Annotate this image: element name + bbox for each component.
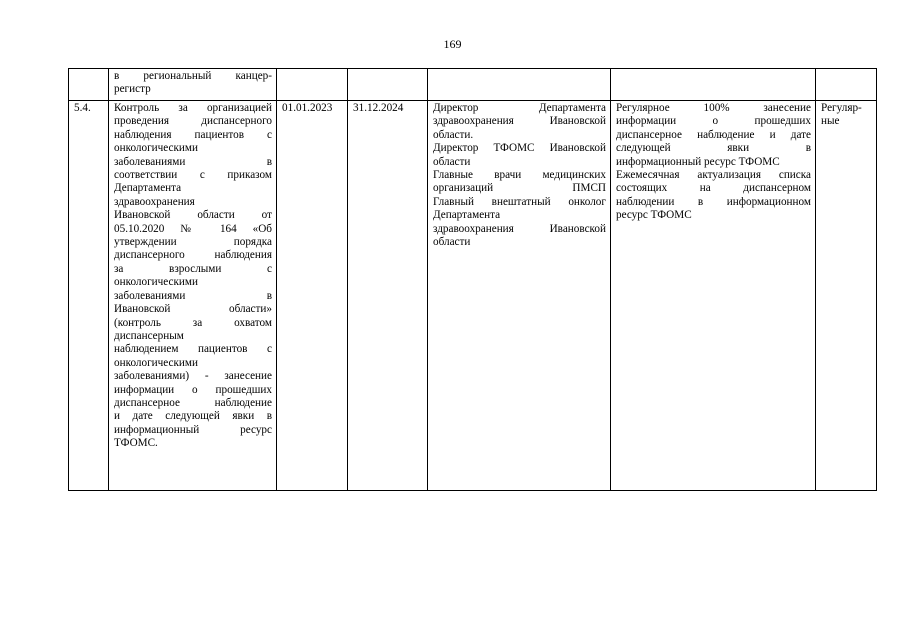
text-line: онкологическими	[114, 356, 198, 369]
text-line: проведения диспансерного	[114, 115, 272, 128]
text-line: заболеваниями в	[114, 289, 272, 302]
text-line: 05.10.2020 № 164 «Об	[114, 222, 272, 235]
text-line: в региональный канцер-	[114, 70, 272, 82]
text-line: ресурс ТФОМС	[616, 209, 692, 222]
text-line: онкологическими	[114, 276, 198, 289]
cell-action	[109, 69, 277, 101]
text-line: ТФОМС.	[114, 437, 158, 450]
text-line: диспансерным	[114, 329, 184, 342]
text-line: заболеваниями) - занесение	[114, 370, 272, 383]
text-line: области	[433, 155, 471, 168]
cell-end-date: 31.12.2024	[348, 101, 428, 491]
text-line: информационный ресурс	[114, 423, 272, 436]
text-line: Регуляр-	[821, 102, 862, 114]
text-line: области.	[433, 128, 474, 141]
text-line: информации о прошедших	[616, 115, 811, 128]
text-line: Директор Департамента	[433, 102, 606, 114]
cell-frequency	[816, 69, 877, 101]
text-line: за взрослыми с	[114, 262, 272, 275]
text-line: Департамента	[433, 209, 501, 222]
text-line: регистр	[114, 83, 151, 96]
cell-frequency	[816, 101, 877, 491]
text-line: диспансерного наблюдения	[114, 249, 272, 262]
text-line: наблюдением пациентов с	[114, 343, 272, 356]
text-line: Главный внештатный онколог	[433, 195, 606, 208]
text-line: Ежемесячная актуализация списка	[616, 169, 811, 182]
text-line: диспансерное наблюдение и дате	[616, 128, 811, 141]
text-line: Главные врачи медицинских	[433, 169, 606, 182]
text-line: диспансерное наблюдение	[114, 396, 272, 409]
cell-responsible	[428, 69, 611, 101]
text-line: здравоохранения	[114, 195, 195, 208]
text-line: соответствии с приказом	[114, 169, 272, 182]
text-line: организаций ПМСП	[433, 182, 606, 195]
text-line: онкологическими	[114, 142, 198, 155]
text-line: Директор ТФОМС Ивановской	[433, 142, 606, 155]
text-line: здравоохранения Ивановской	[433, 222, 606, 235]
text-line: Ивановской области»	[114, 303, 272, 316]
cell-action	[109, 101, 277, 491]
text-line: наблюдении в информационном	[616, 195, 811, 208]
text-line: Контроль за организацией	[114, 102, 272, 114]
text-line: области	[433, 236, 471, 249]
text-line: ные	[821, 115, 840, 128]
text-line: Ивановской области от	[114, 209, 272, 222]
text-line: информации о прошедших	[114, 383, 272, 396]
cell-number: 5.4.	[69, 101, 109, 491]
text-line: следующей явки в	[616, 142, 811, 155]
cell-result	[611, 101, 816, 491]
plan-table	[68, 68, 877, 491]
table-row-continuation	[69, 69, 877, 101]
text-line: и дате следующей явки в	[114, 410, 272, 423]
cell-number	[69, 69, 109, 101]
cell-end-date	[348, 69, 428, 101]
cell-responsible	[428, 101, 611, 491]
page-number: 169	[443, 37, 462, 51]
text-line: информационный ресурс ТФОМС	[616, 155, 780, 168]
text-line: наблюдения пациентов с	[114, 128, 272, 141]
cell-result	[611, 69, 816, 101]
text-line: заболеваниями в	[114, 155, 272, 168]
text-line: (контроль за охватом	[114, 316, 272, 329]
text-line: здравоохранения Ивановской	[433, 115, 606, 128]
cell-start-date: 01.01.2023	[277, 101, 348, 491]
text-line: Регулярное 100% занесение	[616, 102, 811, 114]
text-line: состоящих на диспансерном	[616, 182, 811, 195]
text-line: утверждении порядка	[114, 236, 272, 249]
table-row-5-4	[69, 101, 877, 491]
cell-start-date	[277, 69, 348, 101]
text-line: Департамента	[114, 182, 182, 195]
